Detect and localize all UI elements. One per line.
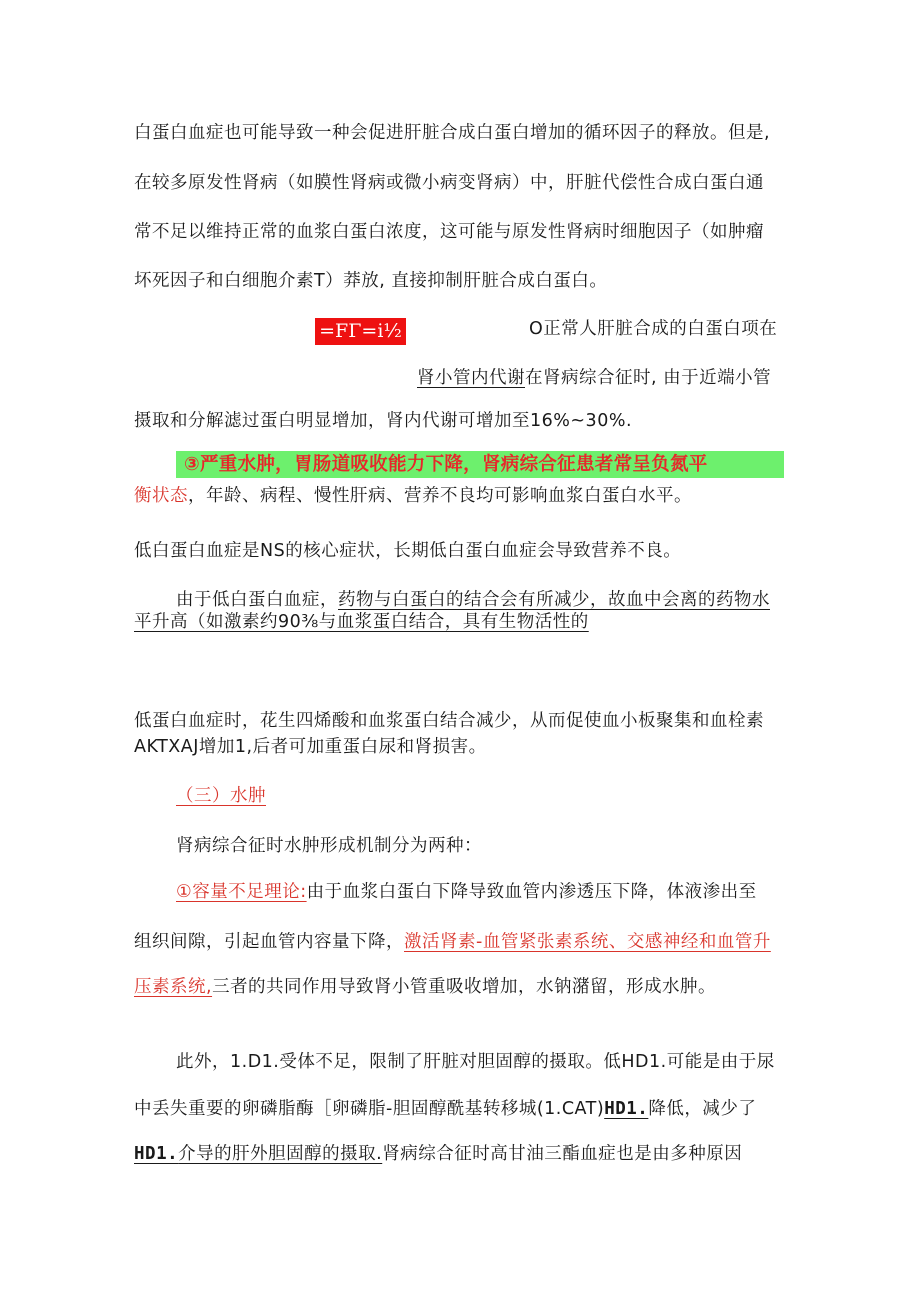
paragraph-line xyxy=(134,610,589,634)
underlined-text: 肾小管内代谢 xyxy=(417,368,525,388)
paragraph-line: 白蛋白血症也可能导致一种会促进肝脏合成白蛋白增加的循环因子的释放。但是, xyxy=(134,123,771,143)
paragraph-line xyxy=(134,484,692,508)
paragraph-line: 摄取和分解滤过蛋白明显增加，肾内代谢可增加至16%~30%. xyxy=(134,411,633,431)
red-text: 衡状态 xyxy=(134,486,188,506)
paragraph-line: 在较多原发性肾病（如膜性肾病或微小病变肾病）中，肝脏代偿性合成白蛋白通 xyxy=(134,173,764,193)
paragraph-line: O正常人肝脏合成的白蛋白项在 xyxy=(529,319,778,339)
text-run: 肾病综合征时高甘油三酯血症也是由多种原因 xyxy=(382,1144,743,1164)
garbled-formula-badge: =FΓ=i½ xyxy=(315,318,406,345)
paragraph-line: 低白蛋白血症是NS的核心症状，长期低白蛋白血症会导致营养不良。 xyxy=(134,541,682,561)
highlighted-sentence: ③严重水肿，胃肠道吸收能力下降，肾病综合征患者常呈负氮平 xyxy=(176,451,784,478)
text-run: 中丢失重要的卵磷脂酶［卵磷脂-胆固醇酰基转移城(1.CAT) xyxy=(134,1099,605,1119)
paragraph-line xyxy=(134,1142,742,1166)
text-run: 在肾病综合征时, 由于近端小管 xyxy=(525,368,772,388)
text-run: 由于低白蛋白血症， xyxy=(176,590,338,610)
underlined-text: 介导的肝外胆固醇的摄取. xyxy=(178,1144,383,1164)
paragraph-line xyxy=(417,366,771,390)
section-heading: （三）水肿 xyxy=(176,786,266,806)
paragraph-line: 坏死因子和白细胞介素T）莽放, 直接抑制肝脏合成白蛋白。 xyxy=(134,271,608,291)
paragraph-line xyxy=(134,930,771,954)
text-run: ，年龄、病程、慢性肝病、营养不良均可影响血浆白蛋白水平。 xyxy=(188,486,692,506)
paragraph-line xyxy=(134,975,716,999)
text-run: 降低，减少了 xyxy=(648,1099,757,1119)
paragraph-line: 此外，1.D1.受体不足，限制了肝脏对胆固醇的摄取。低HD1.可能是由于尿 xyxy=(176,1052,775,1072)
red-underlined-text: 激活肾素-血管紧张素系统、交感神经和血管升 xyxy=(404,932,771,952)
bold-abbreviation: HD1. xyxy=(134,1144,179,1164)
paragraph-line: 低蛋白血症时，花生四烯酸和血浆蛋白结合减少，从而促使血小板聚集和血栓素 xyxy=(134,711,764,731)
text-run: 三者的共同作用导致肾小管重吸收增加，水钠潴留，形成水肿。 xyxy=(212,977,717,997)
underlined-text: 平升高（如激素约90⅜与血浆蛋白结合，具有生物活性的 xyxy=(134,612,589,632)
paragraph-line: 常不足以维持正常的血浆白蛋白浓度，这可能与原发性肾病时细胞因子（如肿瘤 xyxy=(134,222,764,242)
underlined-text: 药物与白蛋白的结合会有所减少，故血中会离的药物水 xyxy=(338,590,770,610)
text-run: 组织间隙，引起血管内容量下降， xyxy=(134,932,404,952)
red-underlined-text: ①容量不足理论: xyxy=(176,882,307,902)
red-underlined-text: 压素系统, xyxy=(134,977,213,997)
text-run: 由于血浆白蛋白下降导致血管内渗透压下降，体液渗出至 xyxy=(306,882,757,902)
paragraph-line xyxy=(134,1097,756,1121)
paragraph-line: AKTXAJ增加1,后者可加重蛋白尿和肾损害。 xyxy=(134,737,487,757)
paragraph-line: 肾病综合征时水肿形成机制分为两种： xyxy=(176,836,482,856)
paragraph-line xyxy=(176,588,770,612)
bold-abbreviation: HD1. xyxy=(604,1099,649,1119)
paragraph-line xyxy=(176,880,757,904)
